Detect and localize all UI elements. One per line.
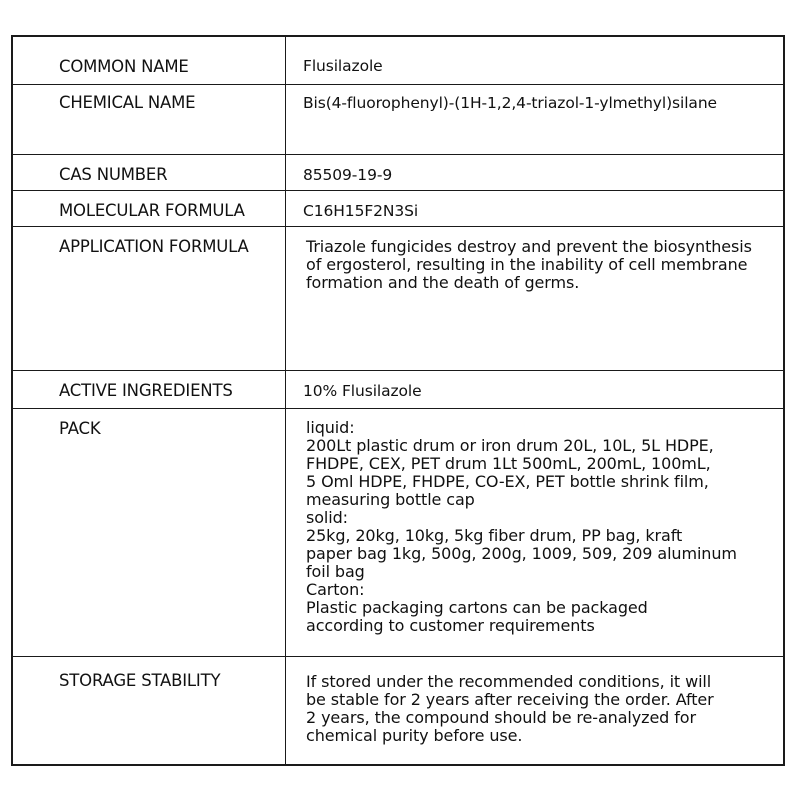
product-spec-table — [11, 35, 785, 766]
row-label: ACTIVE INGREDIENTS — [59, 381, 233, 400]
row-label: CAS NUMBER — [59, 165, 168, 184]
row-value: 10% Flusilazole — [303, 382, 422, 400]
row-label: CHEMICAL NAME — [59, 93, 196, 112]
column-divider — [285, 37, 286, 764]
row-label: MOLECULAR FORMULA — [59, 201, 245, 220]
row-value: If stored under the recommended conditions, it will be stable for 2 years after receiving the order. After 2 years, the compound should be re-analyzed for chemical purity before use. — [306, 672, 714, 745]
row-value: 85509-19-9 — [303, 166, 393, 184]
row-label: APPLICATION FORMULA — [59, 237, 249, 256]
row-value: liquid: 200Lt plastic drum or iron drum 20L, 10L, 5L HDPE, FHDPE, CEX, PET drum 1Lt 500mL, 200mL, 100mL, 5 Oml HDPE, FHDPE, CO-EX, PET bottle shrink film, measuring bottle cap solid: 25kg, 20kg, 10kg, 5kg fiber drum, PP bag, kraft paper bag 1kg, 500g, 200g, 1009, 509, 209 aluminum foil bag Carton: Plastic packaging cartons can be packaged according to customer requirements — [306, 418, 737, 635]
table-row — [13, 155, 783, 191]
row-value: Triazole fungicides destroy and prevent the biosynthesis of ergosterol, resulting in the inability of cell membrane formation and the death of germs. — [306, 237, 752, 292]
table-row — [13, 227, 783, 371]
table-row — [13, 37, 783, 85]
row-value: C16H15F2N3Si — [303, 202, 419, 220]
table-row — [13, 191, 783, 227]
row-label: COMMON NAME — [59, 57, 189, 76]
table-row — [13, 371, 783, 409]
row-label: PACK — [59, 419, 101, 438]
table-row — [13, 85, 783, 155]
row-label: STORAGE STABILITY — [59, 671, 221, 690]
table-row — [13, 657, 783, 764]
row-value: Bis(4-fluorophenyl)-(1H-1,2,4-triazol-1-ylmethyl)silane — [303, 94, 717, 112]
table-row — [13, 409, 783, 657]
row-value: Flusilazole — [303, 57, 383, 75]
